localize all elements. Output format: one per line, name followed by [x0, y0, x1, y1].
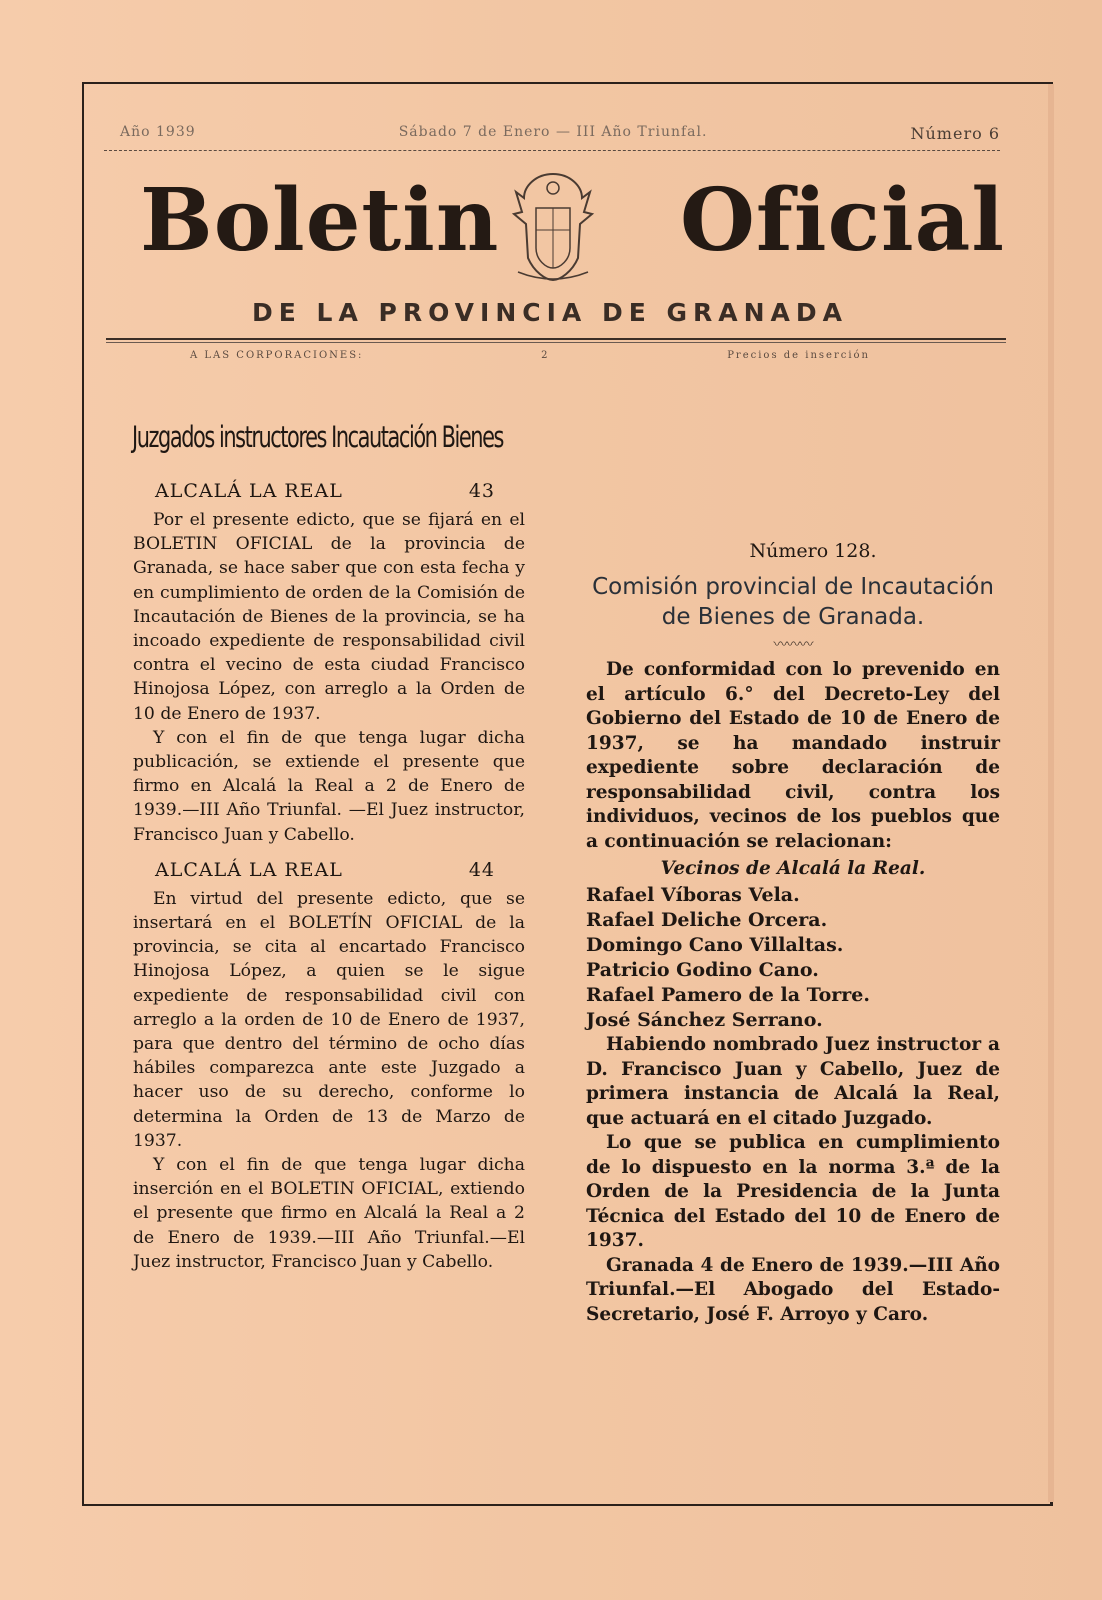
left-column — [133, 480, 525, 1274]
right-column — [586, 540, 1000, 1327]
list-item: José Sánchez Serrano. — [586, 1009, 823, 1031]
notice-paragraph: Lo que se publica en cumplimiento de lo dispuesto en la norma 3.ª de la Orden de la Presidencia de la Junta Técnica del Estado del 10 de Enero de 1937. — [586, 1132, 1000, 1251]
masthead-rule-top — [104, 150, 1000, 151]
list-item: Rafael Víboras Vela. — [586, 884, 800, 906]
corporaciones-note: A LAS CORPORACIONES: — [190, 350, 364, 361]
page-edge-shadow — [1048, 84, 1054, 1502]
masthead-rule-bottom — [106, 338, 1006, 340]
edict-number: 44 — [468, 858, 495, 881]
list-item: Domingo Cano Villaltas. — [586, 934, 844, 956]
issue-date: Sábado 7 de Enero — III Año Triunfal. — [398, 124, 708, 140]
list-item: Rafael Pamero de la Torre. — [586, 984, 871, 1006]
section-title: Juzgados instructores Incautación Bienes — [132, 420, 503, 454]
masthead-subtitle: DE LA PROVINCIA DE GRANADA — [252, 298, 848, 327]
edict-paragraph: Y con el fin de que tenga lugar dicha inserción en el BOLETIN OFICIAL, extiendo el presente que firmo en Alcalá la Real a 2 de Enero de 1939.—III Año Triunfal.—El Juez instructor, Francisco Juan y Cabello. — [133, 1155, 525, 1272]
edict-heading — [133, 859, 525, 881]
masthead-info-line — [120, 124, 1000, 143]
edict-place: ALCALÁ LA REAL — [155, 858, 343, 881]
coat-of-arms-emblem — [506, 168, 600, 284]
notice-paragraph: De conformidad con lo prevenido en el artículo 6.° del Decreto-Ley del Gobierno del Estado de 10 de Enero de 1937, se ha mandado instruir expediente sobre declaración de responsabilidad civil, contra los individuos, vecinos de los pueblos que a continuación se relacionan: — [586, 659, 1000, 852]
insertion-prices-note: Precios de inserción — [727, 350, 870, 361]
masthead-rule-bottom-thin — [106, 342, 1006, 343]
issue-year: Año 1939 — [120, 124, 196, 140]
notice-paragraph: Habiendo nombrado Juez instructor a D. Francisco Juan y Cabello, Juez de primera instancia de Alcalá la Real, que actuará en el citado Juzgado. — [586, 1034, 1000, 1129]
issue-number: Número 6 — [910, 124, 1000, 143]
names-list — [586, 883, 1000, 1033]
masthead-title-right: Oficial — [680, 170, 1006, 271]
edict-paragraph: Y con el fin de que tenga lugar dicha publicación, se extiende el presente que firmo en Alcalá la Real a 2 de Enero de 1939.—III Año Triunfal. —El Juez instructor, Francisco Juan y Cabello. — [133, 727, 525, 845]
edict-paragraph: En virtud del presente edicto, que se insertará en el BOLETÍN OFICIAL de la provincia, se cita al encartado Francisco Hinojosa López, a quien se le sigue expediente de responsabilidad civil con arreglo a la orden de 10 de Enero de 1937, para que dentro del término de ocho días hábiles comparezca ante este Juzgado a hacer uso de su derecho, conforme lo determina la Orden de 13 de Marzo de 1937. — [133, 888, 525, 1151]
edict-paragraph: Por el presente edicto, que se fijará en el BOLETIN OFICIAL de la provincia de Granada, se hace saber que con esta fecha y en cumplimiento de orden de la Comisión de Incautación de Bienes de la provincia, se ha incoado expediente de responsabilidad civil contra el vecino de esta ciudad Francisco Hinojosa López, con arreglo a la Orden de 10 de Enero de 1937. — [133, 510, 525, 724]
heading-squiggle-divider: 〰〰〰 — [773, 637, 813, 653]
vecinos-subheading: Vecinos de Alcalá la Real. — [660, 858, 926, 879]
masthead-title-left: Boletin — [140, 170, 500, 271]
edict-heading — [133, 480, 525, 502]
notice-number: Número 128. — [749, 540, 877, 562]
small-center-mark: 2 — [541, 350, 550, 361]
list-item: Rafael Deliche Orcera. — [586, 909, 828, 931]
masthead-small-line — [190, 350, 870, 361]
edict-number: 43 — [468, 480, 495, 502]
notice-signature-paragraph: Granada 4 de Enero de 1939.—III Año Triunfal.—El Abogado del Estado-Secretario, José F. Arroyo y Caro. — [586, 1254, 1000, 1325]
list-item: Patricio Godino Cano. — [586, 959, 819, 981]
edict-place: ALCALÁ LA REAL — [155, 480, 343, 502]
notice-heading: Comisión provincial de Incautación de Bienes de Granada. — [592, 574, 994, 630]
